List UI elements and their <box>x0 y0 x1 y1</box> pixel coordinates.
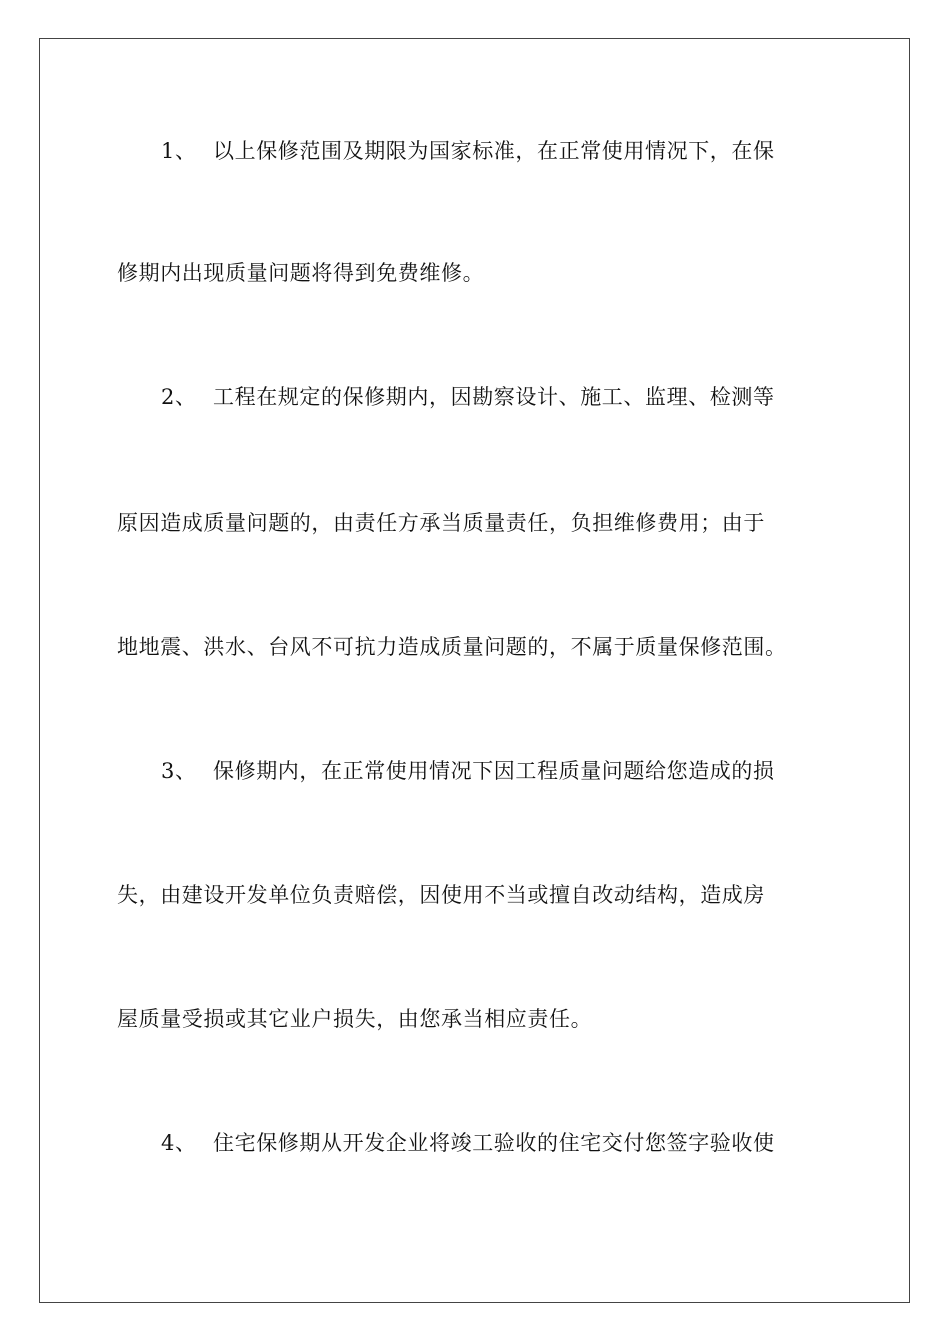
paragraph-text: 修期内出现质量问题将得到免费维修。 <box>117 261 485 285</box>
paragraph-3-line-1 <box>161 756 775 786</box>
paragraph-number: 3、 <box>161 759 197 783</box>
paragraph-text: 工程在规定的保修期内，因勘察设计、施工、监理、检测等 <box>213 385 775 409</box>
paragraph-1-line-2 <box>117 258 484 288</box>
paragraph-number: 1、 <box>161 139 197 163</box>
paragraph-text: 住宅保修期从开发企业将竣工验收的住宅交付您签字验收使 <box>213 1131 775 1155</box>
page-border <box>39 38 910 1303</box>
paragraph-text: 以上保修范围及期限为国家标准，在正常使用情况下，在保 <box>213 139 775 163</box>
paragraph-number: 2、 <box>161 385 197 409</box>
paragraph-2-line-2 <box>117 508 765 538</box>
paragraph-2-line-1 <box>161 382 775 412</box>
paragraph-4-line-1 <box>161 1128 775 1158</box>
paragraph-3-line-3 <box>117 1004 592 1034</box>
paragraph-1-line-1 <box>161 136 775 166</box>
paragraph-number: 4、 <box>161 1131 197 1155</box>
paragraph-text: 失，由建设开发单位负责赔偿，因使用不当或擅自改动结构，造成房 <box>117 883 765 907</box>
paragraph-text: 保修期内，在正常使用情况下因工程质量问题给您造成的损 <box>213 759 775 783</box>
paragraph-text: 屋质量受损或其它业户损失，由您承当相应责任。 <box>117 1007 593 1031</box>
paragraph-3-line-2 <box>117 880 765 910</box>
paragraph-2-line-3 <box>117 632 787 662</box>
paragraph-text: 地地震、洪水、台风不可抗力造成质量问题的，不属于质量保修范围。 <box>117 635 787 659</box>
paragraph-text: 原因造成质量问题的，由责任方承当质量责任，负担维修费用；由于 <box>117 511 765 535</box>
